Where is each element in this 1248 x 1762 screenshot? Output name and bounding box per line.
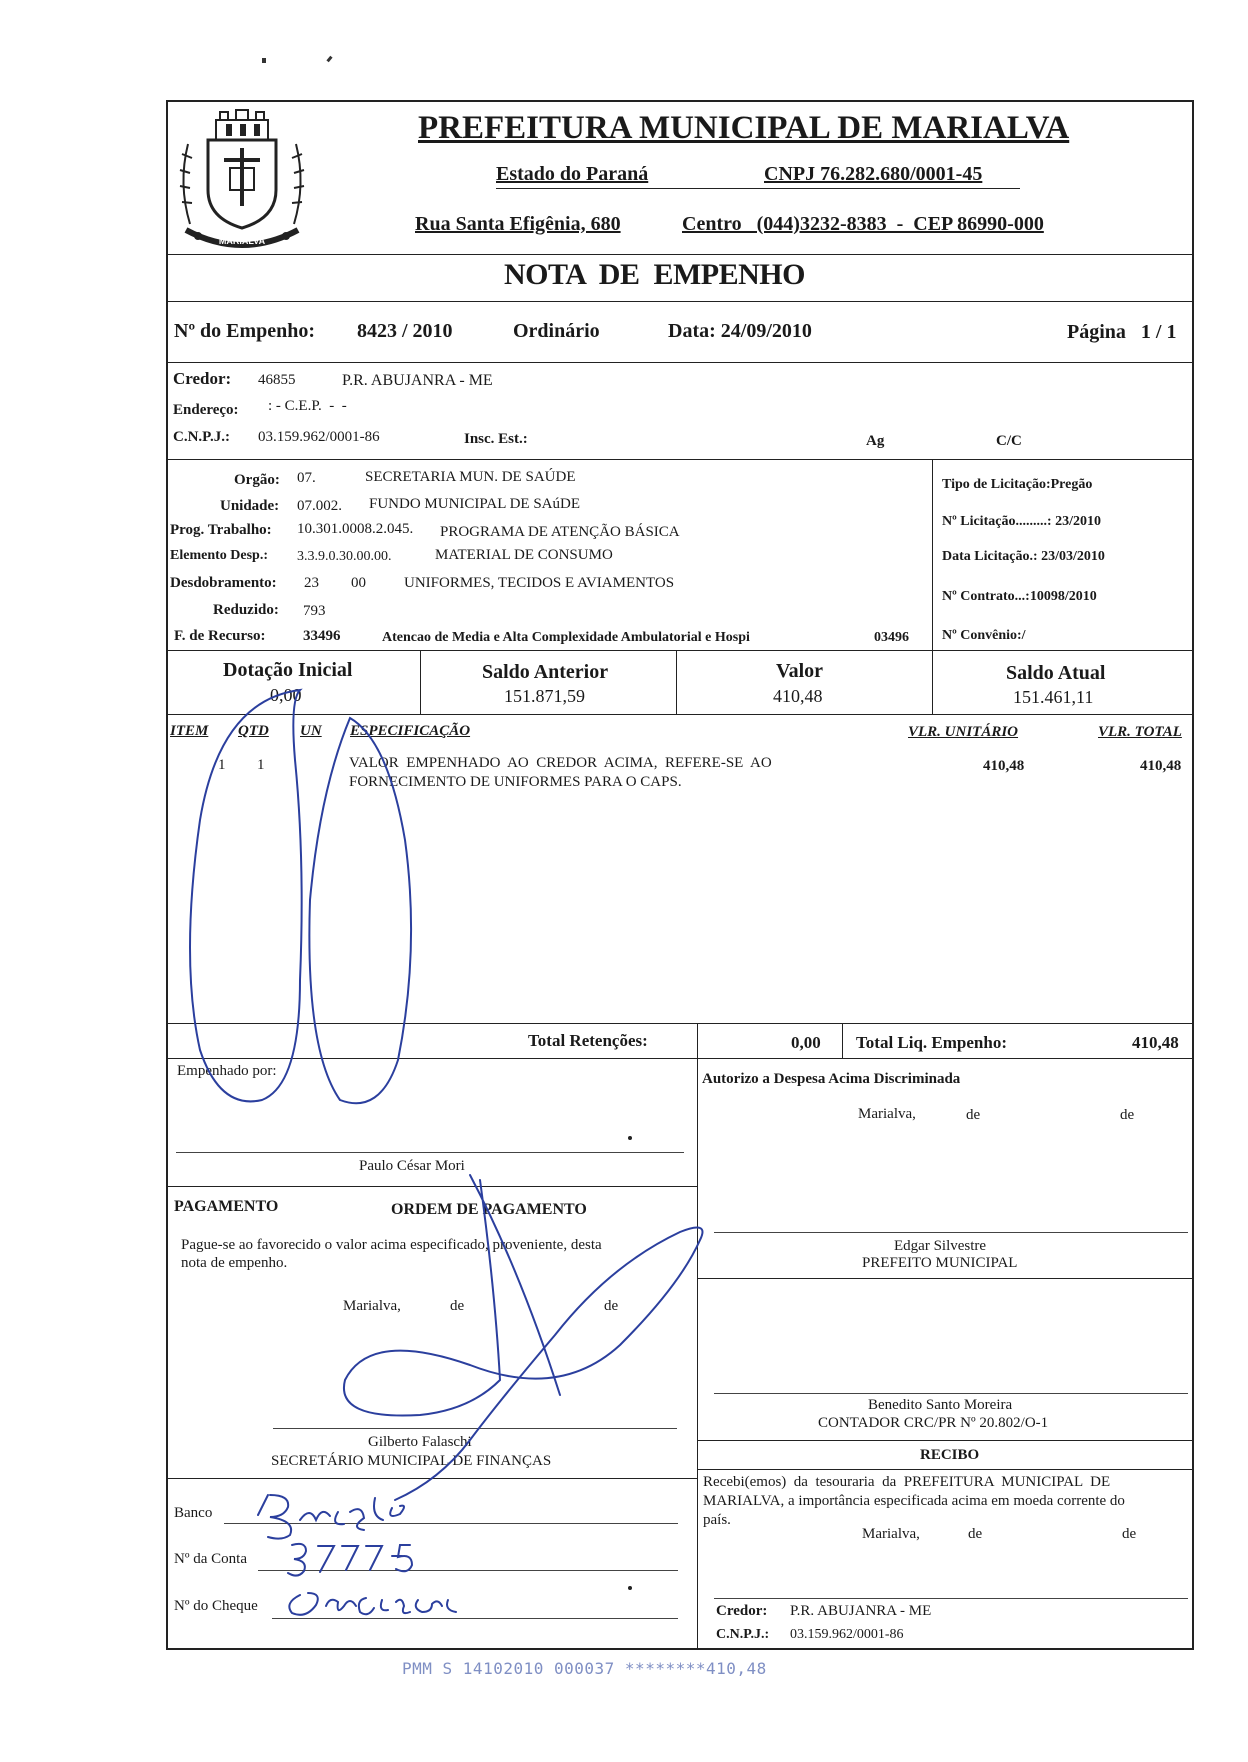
recibo-credor-label: Credor: <box>716 1603 768 1619</box>
agency-label: Ag <box>866 433 885 449</box>
empenho-label: Nº do Empenho: <box>174 320 316 342</box>
licitacao-tipo: Tipo de Licitação:Pregão <box>942 477 1093 492</box>
header-underline <box>496 188 1020 189</box>
page-number: Página 1 / 1 <box>1067 321 1177 343</box>
empenho-date: Data: 24/09/2010 <box>668 320 812 342</box>
rule <box>166 301 1194 302</box>
prefeito-role: PREFEITO MUNICIPAL <box>862 1255 1018 1271</box>
municipality-contact: Centro (044)3232-8383 - CEP 86990-000 <box>682 213 1044 235</box>
saldo-atual-label: Saldo Atual <box>1006 662 1106 684</box>
empenhado-por-name: Paulo César Mori <box>359 1158 465 1174</box>
recibo-place: Marialva, <box>862 1526 920 1542</box>
licitacao-numero: Nº Licitação.........: 23/2010 <box>942 514 1101 529</box>
item-qtd: 1 <box>257 757 265 773</box>
scan-speck <box>326 56 332 63</box>
svg-text:MARIALVA: MARIALVA <box>218 236 266 246</box>
item-unit-value: 410,48 <box>983 758 1025 774</box>
rule <box>932 650 933 714</box>
signature-line <box>273 1428 677 1429</box>
pagamento-de-2: de <box>604 1298 619 1314</box>
item-total-value: 410,48 <box>1140 758 1182 774</box>
reduzido-label: Reduzido: <box>213 602 279 618</box>
dot-mark <box>628 1586 632 1590</box>
contrato-numero: Nº Contrato...:10098/2010 <box>942 589 1097 604</box>
rule <box>166 1023 1194 1024</box>
rule <box>697 1058 698 1650</box>
unidade-code: 07.002. <box>297 498 342 514</box>
coat-of-arms-emblem <box>168 104 316 254</box>
signature-line <box>714 1232 1188 1233</box>
orgao-label: Orgão: <box>234 472 280 488</box>
dotacao-inicial-label: Dotação Inicial <box>223 659 353 681</box>
saldo-anterior-label: Saldo Anterior <box>482 661 609 683</box>
scan-speck <box>262 58 266 63</box>
pagamento-de-1: de <box>450 1298 465 1314</box>
pagamento-text-2: nota de empenho. <box>181 1255 288 1271</box>
cnpj-label: C.N.P.J.: <box>173 429 230 445</box>
recurso-name: Atencao de Media e Alta Complexidade Ambulatorial e Hospi <box>382 630 750 645</box>
empenho-type: Ordinário <box>513 320 600 342</box>
recibo-cnpj-label: C.N.P.J.: <box>716 1627 770 1642</box>
recibo-cnpj-value: 03.159.962/0001-86 <box>790 1627 904 1642</box>
banco-label: Banco <box>174 1505 213 1521</box>
autorizo-place: Marialva, <box>858 1106 916 1122</box>
recibo-credor-name: P.R. ABUJANRA - ME <box>790 1603 932 1619</box>
conta-field-line <box>258 1570 678 1571</box>
state-name: Estado do Paraná <box>496 163 649 185</box>
municipality-title: PREFEITURA MUNICIPAL DE MARIALVA <box>418 110 1070 146</box>
elemento-name: MATERIAL DE CONSUMO <box>435 547 613 563</box>
unidade-label: Unidade: <box>220 498 280 514</box>
credor-label: Credor: <box>173 369 232 388</box>
rule <box>166 1058 1194 1059</box>
recibo-text-2: MARIALVA, a importância especificada acima em moeda corrente do <box>703 1493 1125 1509</box>
rule <box>697 1278 1194 1279</box>
recibo-text-1: Recebi(emos) da tesouraria da PREFEITURA MUNICIPAL DE <box>703 1474 1111 1490</box>
recurso-label: F. de Recurso: <box>174 628 266 644</box>
valor-label: Valor <box>776 660 824 682</box>
rule <box>697 1469 1194 1470</box>
prog-trabalho-code: 10.301.0008.2.045. <box>297 521 414 537</box>
total-liquido-value: 410,48 <box>1132 1033 1179 1052</box>
recibo-de-1: de <box>968 1526 983 1542</box>
unidade-name: FUNDO MUNICIPAL DE SAúDE <box>369 496 580 512</box>
cnpj-value: 03.159.962/0001-86 <box>258 429 380 445</box>
municipality-address: Rua Santa Efigênia, 680 <box>415 213 621 235</box>
cheque-field-line <box>272 1618 678 1619</box>
dot-mark <box>628 1136 632 1140</box>
contador-role: CONTADOR CRC/PR Nº 20.802/O-1 <box>818 1415 1049 1431</box>
conta-label: Nº da Conta <box>174 1551 247 1567</box>
cheque-label: Nº do Cheque <box>174 1598 258 1614</box>
prefeito-name: Edgar Silvestre <box>894 1238 987 1254</box>
rule <box>166 362 1194 363</box>
col-header-spec: ESPECIFICAÇÃO <box>350 723 471 739</box>
reduzido-code: 793 <box>303 603 326 619</box>
autorizo-de-1: de <box>966 1107 981 1123</box>
rule <box>166 459 1194 460</box>
convenio-numero: Nº Convênio:/ <box>942 628 1026 643</box>
col-header-item: ITEM <box>170 723 209 739</box>
dotacao-inicial-value: 0,00 <box>270 685 302 705</box>
item-spec-line-2: FORNECIMENTO DE UNIFORMES PARA O CAPS. <box>349 774 682 790</box>
insc-est-label: Insc. Est.: <box>464 431 528 447</box>
elemento-label: Elemento Desp.: <box>170 548 268 563</box>
secretario-role: SECRETÁRIO MUNICIPAL DE FINANÇAS <box>271 1453 552 1469</box>
empenhado-por-label: Empenhado por: <box>177 1063 277 1079</box>
desdobramento-subcode: 00 <box>351 575 366 591</box>
total-liquido-label: Total Liq. Empenho: <box>856 1033 1007 1052</box>
recibo-title: RECIBO <box>920 1447 980 1463</box>
signature-line <box>714 1598 1188 1599</box>
address-label: Endereço: <box>173 402 239 418</box>
desdobramento-code: 23 <box>304 575 319 591</box>
item-number: 1 <box>218 757 226 773</box>
licitacao-data: Data Licitação.: 23/03/2010 <box>942 549 1105 564</box>
rule <box>932 459 933 650</box>
autorizo-de-2: de <box>1120 1107 1135 1123</box>
rule <box>166 650 1194 651</box>
payment-stamp: PMM S 14102010 000037 ********410,48 <box>402 1659 767 1678</box>
rule <box>842 1023 843 1058</box>
total-retencoes-value: 0,00 <box>791 1033 821 1052</box>
credor-code: 46855 <box>258 372 296 388</box>
rule <box>166 1186 697 1187</box>
rule <box>166 714 1194 715</box>
desdobramento-label: Desdobramento: <box>170 575 277 591</box>
banco-field-line <box>224 1523 678 1524</box>
col-header-un: UN <box>300 723 322 739</box>
recibo-de-2: de <box>1122 1526 1137 1542</box>
contador-name: Benedito Santo Moreira <box>868 1397 1013 1413</box>
pagamento-label: PAGAMENTO <box>174 1198 279 1215</box>
elemento-code: 3.3.9.0.30.00.00. <box>297 549 392 564</box>
item-spec-line-1: VALOR EMPENHADO AO CREDOR ACIMA, REFERE-SE AO <box>349 755 772 771</box>
signature-line <box>176 1152 684 1153</box>
saldo-atual-value: 151.461,11 <box>1013 687 1094 707</box>
recibo-text-3: país. <box>703 1512 731 1528</box>
pagamento-text-1: Pague-se ao favorecido o valor acima especificado, proveniente, desta <box>181 1237 602 1253</box>
rule <box>166 254 1194 255</box>
municipality-cnpj: CNPJ 76.282.680/0001-45 <box>764 163 983 185</box>
prog-trabalho-label: Prog. Trabalho: <box>170 522 272 538</box>
col-header-total-value: VLR. TOTAL <box>1098 724 1182 740</box>
signature-line <box>714 1393 1188 1394</box>
desdobramento-name: UNIFORMES, TECIDOS E AVIAMENTOS <box>404 575 675 591</box>
pagamento-place: Marialva, <box>343 1298 401 1314</box>
col-header-qtd: QTD <box>238 723 269 739</box>
valor-value: 410,48 <box>773 686 823 706</box>
rule <box>166 1478 697 1479</box>
empenho-number: 8423 / 2010 <box>357 320 453 342</box>
col-header-unit-value: VLR. UNITÁRIO <box>908 724 1019 740</box>
prog-trabalho-name: PROGRAMA DE ATENÇÃO BÁSICA <box>440 524 680 540</box>
orgao-code: 07. <box>297 470 316 486</box>
rule <box>697 1023 698 1058</box>
credor-name: P.R. ABUJANRA - ME <box>342 372 493 389</box>
autorizo-label: Autorizo a Despesa Acima Discriminada <box>702 1071 961 1087</box>
document-title: NOTA DE EMPENHO <box>504 258 805 291</box>
recurso-code: 33496 <box>303 628 341 644</box>
ordem-pagamento-label: ORDEM DE PAGAMENTO <box>391 1201 587 1218</box>
total-retencoes-label: Total Retenções: <box>528 1031 648 1050</box>
rule <box>697 1440 1194 1441</box>
recurso-code-2: 03496 <box>874 630 909 645</box>
secretario-name: Gilberto Falaschi <box>368 1434 472 1450</box>
rule <box>420 650 421 714</box>
account-label: C/C <box>996 433 1022 449</box>
saldo-anterior-value: 151.871,59 <box>504 686 585 706</box>
orgao-name: SECRETARIA MUN. DE SAÚDE <box>365 469 576 485</box>
address-value: : - C.E.P. - - <box>268 398 347 414</box>
rule <box>676 650 677 714</box>
